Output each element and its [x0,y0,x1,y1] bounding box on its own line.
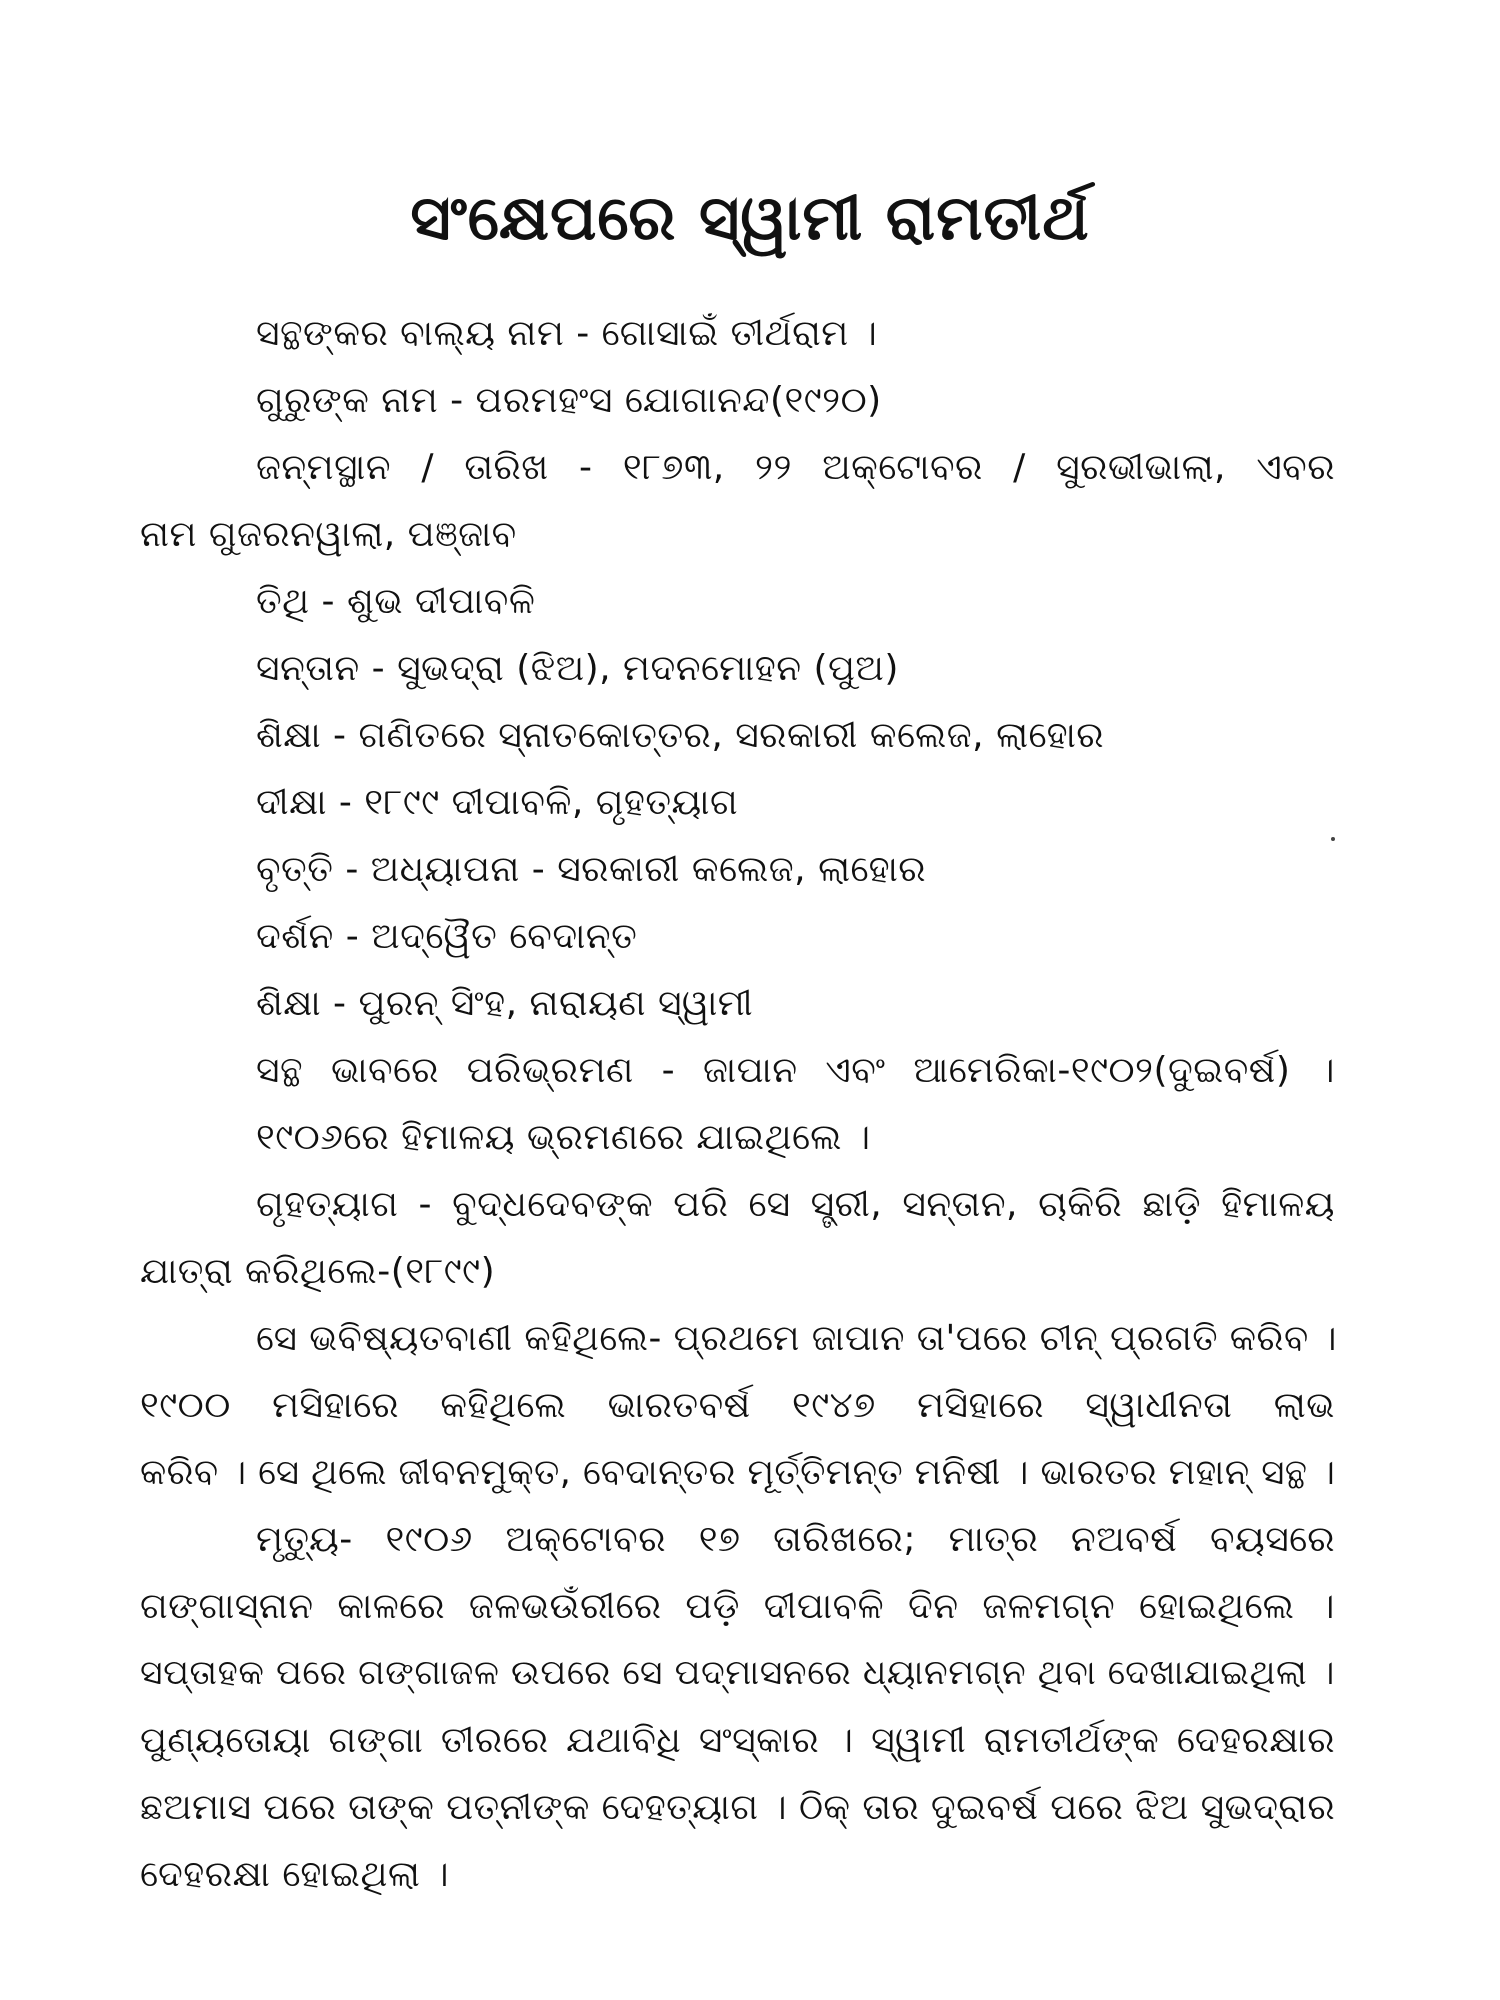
text-line: ଗୃହତ୍ୟାଗ - ବୁଦ୍ଧଦେବଙ୍କ ପରି ସେ ସ୍ତ୍ରୀ, ସନ୍ତାନ, ଚାକିରି ଛାଡ଼ି ହିମାଳୟ [256,1184,1335,1225]
text-line: ନାମ ଗୁଜରନୱାଲା, ପଞ୍ଜାବ [140,514,517,555]
text-line: ମୃତ୍ୟୁ- ୧୯୦୬ ଅକ୍ଟୋବର ୧୭ ତାରିଖରେ; ମାତ୍ର ନଅବର୍ଷ ବୟସରେ [256,1519,1335,1560]
text-line: ପୁଣ୍ୟତୋୟା ଗଙ୍ଗା ତୀରରେ ଯଥାବିଧି ସଂସ୍କାର । ସ୍ୱାମୀ ରାମତୀର୍ଥଙ୍କ ଦେହରକ୍ଷାର [140,1720,1335,1761]
text-line: ଦେହରକ୍ଷା ହୋଇଥିଲା । [140,1854,450,1895]
page-title: ସଂକ୍ଷେପରେ ସ୍ୱାମୀ ରାମତୀର୍ଥ [410,181,1090,254]
text-line: ବୃତ୍ତି - ଅଧ୍ୟାପନା - ସରକାରୀ କଲେଜ, ଲାହୋର [256,849,927,890]
text-line: ସନ୍ଥ ଭାବରେ ପରିଭ୍ରମଣ - ଜାପାନ ଏବଂ ଆମେରିକା-୧୯୦୨(ଦୁଇବର୍ଷ) । [256,1050,1335,1091]
text-line: ଦର୍ଶନ - ଅଦ୍ୱୈତ ବେଦାନ୍ତ [256,916,638,957]
text-line: ସନ୍ଥଙ୍କର ବାଲ୍ୟ ନାମ - ଗୋସାଇଁ ତୀର୍ଥରାମ । [256,313,878,354]
text-line: ଦୀକ୍ଷା - ୧୮୯୯ ଦୀପାବଳି, ଗୃହତ୍ୟାଗ [256,782,739,823]
text-line: ଯାତ୍ରା କରିଥିଲେ-(୧୮୯୯) [140,1251,496,1292]
text-line: ଗୁରୁଙ୍କ ନାମ - ପରମହଂସ ଯୋଗାନନ୍ଦ(୧୯୨୦) [256,380,882,421]
text-line: ଛଅମାସ ପରେ ତାଙ୍କ ପତ୍ନୀଙ୍କ ଦେହତ୍ୟାଗ । ଠିକ୍ ତାର ଦୁଇବର୍ଷ ପରେ ଝିଅ ସୁଭଦ୍ରାର [140,1787,1335,1828]
document-body [140,300,1335,1908]
text-line: କରିବ । ସେ ଥିଲେ ଜୀବନମୁକ୍ତ, ବେଦାନ୍ତର ମୂର୍ତ୍ତିମନ୍ତ ମନିଷୀ । ଭାରତର ମହାନ୍ ସନ୍ଥ । [140,1452,1336,1493]
text-line: ଶିକ୍ଷା - ଗଣିତରେ ସ୍ନାତକୋତ୍ତର, ସରକାରୀ କଲେଜ, ଲାହୋର [256,715,1105,756]
text-line: ସେ ଭବିଷ୍ୟତବାଣୀ କହିଥିଲେ- ପ୍ରଥମେ ଜାପାନ ତା'ପରେ ଚୀନ୍ ପ୍ରଗତି କରିବ । [256,1318,1337,1359]
text-line: ୧୯୦୦ ମସିହାରେ କହିଥିଲେ ଭାରତବର୍ଷ ୧୯୪୭ ମସିହାରେ ସ୍ୱାଧୀନତା ଲାଭ [140,1385,1335,1426]
text-line: ଜନ୍ମସ୍ଥାନ / ତାରିଖ - ୧୮୭୩, ୨୨ ଅକ୍ଟୋବର / ସୁରଭୀଭାଲା, ଏବର [256,447,1335,488]
text-line: ୧୯୦୬ରେ ହିମାଳୟ ଭ୍ରମଣରେ ଯାଇଥିଲେ । [256,1117,871,1158]
text-line: ସନ୍ତାନ - ସୁଭଦ୍ରା (ଝିଅ), ମଦନମୋହନ (ପୁଅ) [256,648,899,689]
speck-mark [1331,837,1335,841]
text-line: ଗଙ୍ଗାସ୍ନାନ କାଳରେ ଜଳଭଉଁରୀରେ ପଡ଼ି ଦୀପାବଳି ଦିନ ଜଳମଗ୍ନ ହୋଇଥିଲେ । [140,1586,1335,1627]
text-line: ଶିକ୍ଷା - ପୁରନ୍ ସିଂହ, ନାରାୟଣ ସ୍ୱାମୀ [256,983,754,1024]
text-line: ସପ୍ତାହକ ପରେ ଗଙ୍ଗାଜଳ ଉପରେ ସେ ପଦ୍ମାସନରେ ଧ୍ୟାନମଗ୍ନ ଥିବା ଦେଖାଯାଇଥିଲା । [140,1653,1335,1693]
text-line: ତିଥି - ଶୁଭ ଦୀପାବଳି [256,581,536,622]
